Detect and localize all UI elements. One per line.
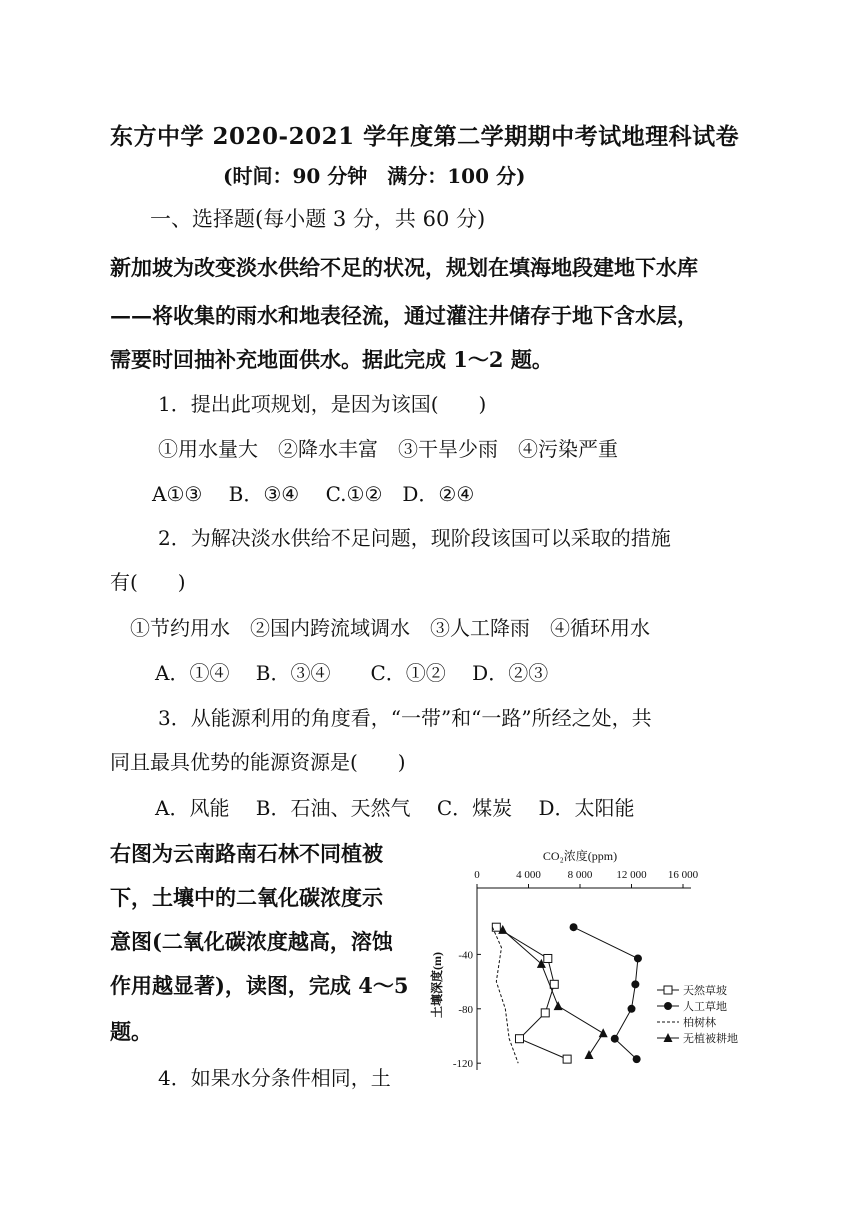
chart-title: CO₂浓度(ppm) xyxy=(542,849,618,863)
data-point xyxy=(563,1055,571,1063)
q3-stem-line1: 3．从能源利用的角度看，“一带”和“一路”所经之处，共 xyxy=(158,706,652,730)
legend-label: 柏树林 xyxy=(683,1017,716,1029)
legend-marker xyxy=(664,1002,672,1010)
intro1-line2: ——将收集的雨水和地表径流，通过灌注井储存于地下含水层， xyxy=(110,303,698,328)
x-tick-label: 12 000 xyxy=(616,869,647,881)
q3-options: A．风能 B．石油、天然气 C．煤炭 D．太阳能 xyxy=(155,796,635,820)
y-tick-label: -80 xyxy=(458,1003,473,1016)
x-tick-label: 8 000 xyxy=(567,869,593,881)
q1-items: ①用水量大 ②降水丰富 ③干旱少雨 ④污染严重 xyxy=(158,437,618,461)
exam-title: 东方中学 2020-2021 学年度第二学期期中考试地理科试卷 xyxy=(110,123,740,150)
legend-marker xyxy=(664,986,672,994)
intro1-line3: 需要时回抽补充地面供水。据此完成 1～2 题。 xyxy=(110,347,553,372)
intro2-line3: 意图(二氧化碳浓度越高，溶蚀 xyxy=(110,929,393,954)
data-point xyxy=(611,1035,619,1043)
data-point xyxy=(515,1035,523,1043)
data-point xyxy=(631,980,639,988)
data-point xyxy=(628,1005,636,1013)
intro2-line1: 右图为云南路南石林不同植被 xyxy=(110,841,383,866)
legend-label: 天然草坡 xyxy=(683,985,727,997)
q1-stem: 1．提出此项规划，是因为该国( ) xyxy=(158,392,487,416)
data-point xyxy=(585,1050,594,1059)
q2-options: A．①④ B．③④ C．①② D．②③ xyxy=(155,661,549,685)
intro1-line1: 新加坡为改变淡水供给不足的状况，规划在填海地段建地下水库 xyxy=(110,255,698,280)
y-axis-label: 土壤深度(m) xyxy=(430,952,444,1018)
series-line xyxy=(492,927,518,1063)
legend-label: 无植被耕地 xyxy=(683,1033,738,1045)
q2-stem-line1: 2．为解决淡水供给不足问题，现阶段该国可以采取的措施 xyxy=(158,526,671,550)
intro2-line2: 下，土壤中的二氧化碳浓度示 xyxy=(110,885,383,910)
x-tick-label: 4 000 xyxy=(516,869,541,881)
data-point xyxy=(633,1055,641,1063)
q2-stem-line2: 有( ) xyxy=(110,570,186,594)
legend-label: 人工草地 xyxy=(683,1001,727,1013)
data-point xyxy=(541,1009,549,1017)
data-point xyxy=(570,923,578,931)
data-point xyxy=(554,1001,563,1010)
data-point xyxy=(599,1028,608,1037)
intro2-line5: 题。 xyxy=(110,1019,152,1044)
data-point xyxy=(550,980,558,988)
q3-stem-line2: 同且最具优势的能源资源是( ) xyxy=(110,750,406,774)
series-line xyxy=(574,927,638,1059)
y-tick-label: -40 xyxy=(458,949,473,962)
series-line xyxy=(496,927,567,1059)
q2-items: ①节约用水 ②国内跨流域调水 ③人工降雨 ④循环用水 xyxy=(130,616,650,640)
q1-options: A①③ B．③④ C.①② D．②④ xyxy=(152,482,475,506)
exam-subtitle: (时间：90 分钟 满分：100 分) xyxy=(223,164,526,188)
co2-depth-chart xyxy=(425,840,755,1080)
section-heading: 一、选择题(每小题 3 分，共 60 分) xyxy=(150,207,486,231)
x-tick-label: 0 xyxy=(474,869,480,881)
q4-stem-partial: 4．如果水分条件相同，土 xyxy=(158,1066,391,1090)
intro2-line4: 作用越显著)，读图，完成 4～5 xyxy=(110,973,409,998)
data-point xyxy=(634,954,642,962)
x-tick-label: 16 000 xyxy=(667,869,699,881)
data-point xyxy=(544,954,552,962)
y-tick-label: -120 xyxy=(452,1058,473,1071)
